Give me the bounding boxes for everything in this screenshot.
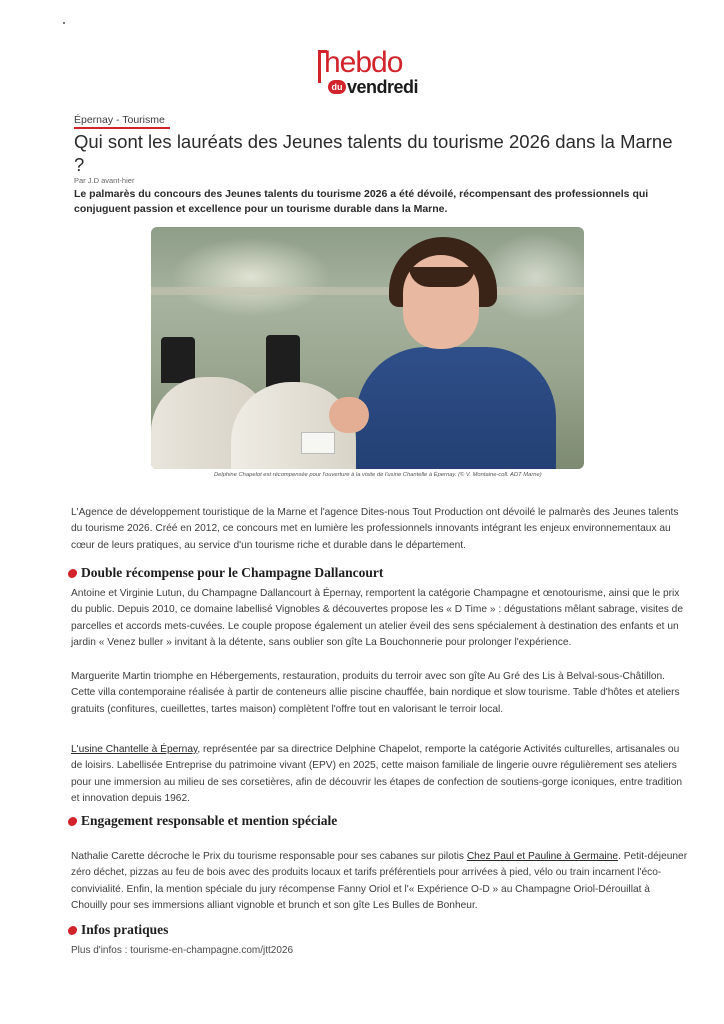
infos-line: Plus d'infos : tourisme-en-champagne.com/jtt2026 <box>71 945 294 956</box>
logo-du-badge: du <box>328 80 346 94</box>
section-underline <box>74 127 170 129</box>
article-standfirst: Le palmarès du concours des Jeunes talents du tourisme 2026 a été dévoilé, récompensant des professionnels qui conjuguent passion et excellence pour un tourisme durable dans la Marne. <box>74 188 649 215</box>
article-headline: Qui sont les lauréats des Jeunes talents du tourisme 2026 dans la Marne ? <box>74 131 673 175</box>
masthead-logo[interactable] <box>318 48 418 100</box>
paragraph-dallancourt: Antoine et Virginie Lutun, du Champagne Dallancourt à Épernay, remportent la catégorie Champagne et œnotourisme, ainsi que le prix du public. Depuis 2010, ce domaine labellisé Vignobles & découvertes propose les « D Time » : dégustations mêlant sabrage, visites de parcelles et accords mets-cuvées. Le couple propose également un atelier éveil des sens spécialement à destination des enfants et un jardin « Venez buller » invitant à la détente, sans oublier son gîte La Bouchonnerie pour prolonger l'expérience. <box>71 588 683 649</box>
logo-hebdo-text: hebdo <box>324 46 403 79</box>
paragraph-martin: Marguerite Martin triomphe en Hébergements, restauration, produits du terroir avec son gîte Au Gré des Lis à Belval-sous-Châtillon. Cette villa contemporaine réalisée à partir de conteneurs allie piscine chauffée, bain nordique et slow tourisme. Table d'hôtes et ateliers gratuits (confitures, cueillettes, tartes maison) complètent l'offre tout en valorisant le terroir local. <box>71 671 680 715</box>
scan-speck <box>63 22 65 24</box>
bullet-icon <box>67 926 77 935</box>
paragraph-carette-rest: . Petit-déjeuner zéro déchet, pizzas au feu de bois avec des produits locaux et tarifs préférentiels pour arrivées à pied, vélo ou train incarnent l'éco-convivialité. Enfin, la mention spéciale du jury récompense Fanny Oriol et l'« Expérience O-D » au Champagne Oriol-Dérouillat à Chouilly pour ses immersions alliant vignoble et brunch et son gîte Les Bulles de Bonheur. <box>71 851 688 912</box>
intro-paragraph: L'Agence de développement touristique de la Marne et l'agence Dites-nous Tout Production ont dévoilé le palmarès des Jeunes talents du tourisme 2026. Créé en 2012, ce concours met en lumière les professionnels innovants intégrant les enjeux environnementaux au cœur de leurs pratiques, au service d'un tourisme riche et durable dans le département. <box>71 507 679 551</box>
subhead-dallancourt <box>68 565 383 581</box>
paragraph-chantelle-text: , représentée par sa directrice Delphine Chapelot, remporte la catégorie Activités culturelles, artisanales ou de loisirs. Labellisée Entreprise du patrimoine vivant (EPV) en 2025, cette maison familiale de lingerie ouvre régulièrement ses ateliers pour une immersion au milieu de ses corsetières, afin de découvrir les étapes de confection de soutiens-gorge iconiques, entre tradition et innovation depuis 1962. <box>71 744 683 805</box>
link-usine-chantelle[interactable]: L'usine Chantelle à Épernay <box>71 744 198 755</box>
subhead-text: Infos pratiques <box>81 922 169 937</box>
article-byline: Par J.D avant-hier <box>74 176 135 185</box>
paragraph-carette-start: Nathalie Carette décroche le Prix du tourisme responsable pour ses cabanes sur pilotis <box>71 851 467 862</box>
logo-vendredi-text: vendredi <box>347 77 419 97</box>
link-chez-paul-pauline[interactable]: Chez Paul et Pauline à Germaine <box>466 851 619 862</box>
subhead-text: Engagement responsable et mention spéciale <box>81 813 338 828</box>
paragraph-chantelle <box>71 742 688 808</box>
subhead-infos <box>68 922 168 938</box>
bullet-icon <box>67 569 77 578</box>
subhead-text: Double récompense pour le Champagne Dallancourt <box>81 565 384 580</box>
subhead-engagement <box>68 813 337 829</box>
section-breadcrumb[interactable]: Épernay - Tourisme <box>74 114 165 126</box>
paragraph-carette <box>71 849 688 915</box>
article-photo <box>151 227 584 469</box>
bullet-icon <box>67 817 77 826</box>
photo-caption: Delphine Chapelot est récompensée pour l'ouverture à la visite de l'usine Chantelle à Épernay. (© V. Montaine-coll. ADT Marne) <box>214 472 542 478</box>
